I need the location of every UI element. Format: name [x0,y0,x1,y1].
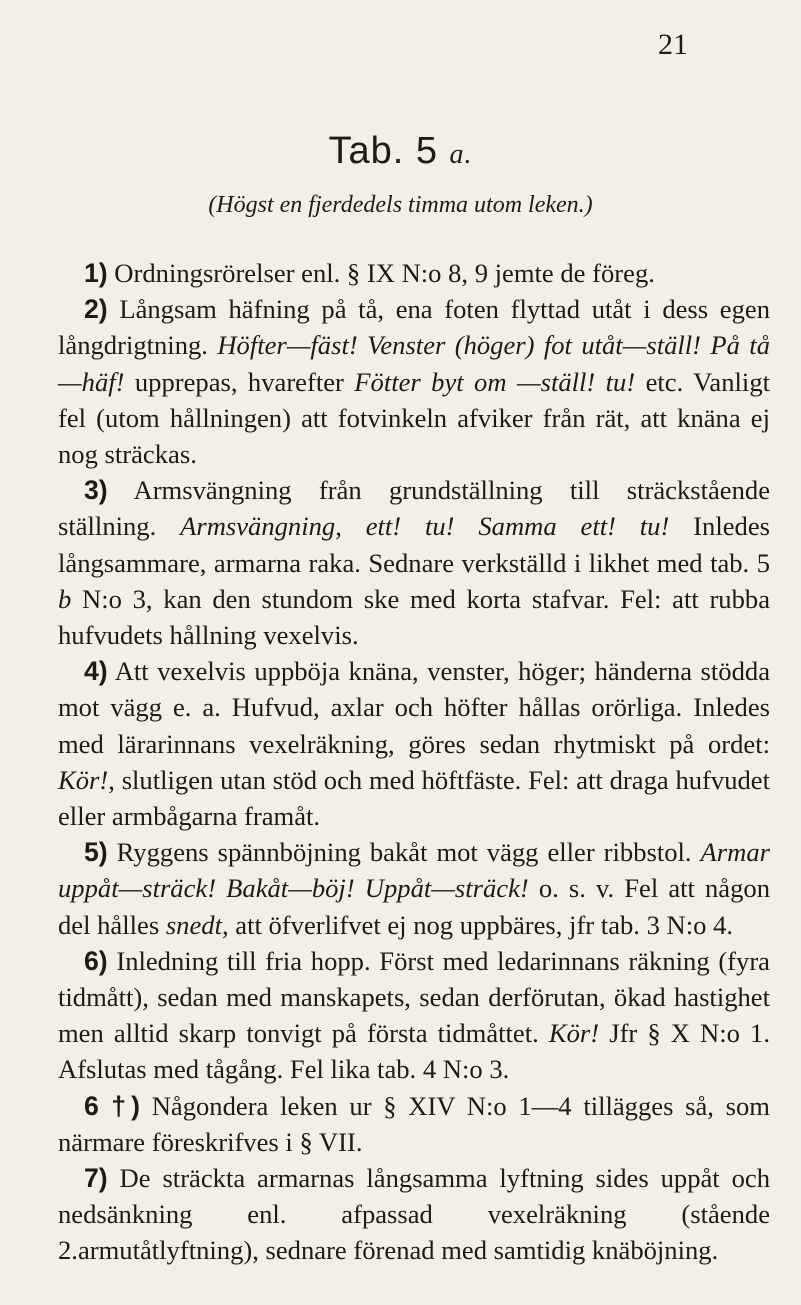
exercise-number: 1) [84,258,108,288]
exercise-3 [58,472,770,653]
exercise-text: De sträckta armarnas långsamma lyftning sides uppåt och nedsänkning enl. afpassad vexelräkning (stående 2.armutåtlyftning), sednare förenad med samtidig knäböjning. [58,1163,770,1266]
exercise-text: upprepas, hvarefter [124,366,355,397]
exercise-list [58,255,770,1269]
exercise-number: 3) [84,475,108,506]
emphasis-text: snedt [165,909,222,940]
exercise-text: , slutligen utan stöd och med höftfäste. Fel: att draga hufvudet eller armbågarna framåt. [58,764,770,832]
command-text: Höfter—fäst! Venster (höger) fot utåt—ställ! På tå—häf! [58,330,770,397]
exercise-4 [58,653,770,834]
command-text: Fötter byt om —ställ! tu! [354,366,636,397]
exercise-6-dagger [58,1088,770,1160]
exercise-number: 5) [84,837,108,868]
exercise-text: Inledning till fria hopp. Först med ledarinnans räkning (fyra tidmått), sedan med manskapets, sedan derförutan, ökad hastighet men alltid skarp tonvigt på första tidmåttet. [58,945,770,1049]
exercise-text: Inledes långsammare, armarna raka. Sednare verkställd i likhet med tab. 5 [58,511,770,578]
exercise-text: Ryggens spännböjning bakåt mot vägg eller ribbstol. [107,837,701,868]
section-title-suffix: a. [449,139,473,170]
exercise-text: Ordningsrörelser enl. § IX N:o 8, 9 jemte de föreg. [107,258,655,288]
exercise-text: Jfr § X N:o 1. Afslutas med tågång. Fel lika tab. 4 N:o 3. [58,1018,770,1085]
command-text: Kör! [58,764,109,795]
exercise-6 [58,943,770,1088]
exercise-number: 6) [84,945,108,976]
reference-letter: b [58,583,72,614]
exercise-text: Långsam häfning på tå, ena foten flyttad utåt i dess egen långdrigtning. [58,294,770,361]
exercise-text: Någondera leken ur § XIV N:o 1—4 tillägges så, som närmare föreskrifves i § VII. [58,1090,770,1157]
command-text: Armar uppåt—sträck! Bakåt—böj! Uppåt—sträck! [58,837,770,904]
exercise-text: , att öfverlifvet ej nog uppbäres, jfr tab. 3 N:o 4. [221,909,734,940]
exercise-text: etc. Vanligt fel (utom hållningen) att fotvinkeln afviker från rät, att knäna ej nog sträckas. [58,366,770,470]
exercise-text: Att vexelvis uppböja knäna, venster, höger; händerna stödda mot vägg e. a. Hufvud, axlar och höfter hållas orörliga. Inledes med lärarinnans vexelräkning, göres sedan rhytmiskt på ordet: [58,656,770,759]
section-title [0,130,801,173]
exercise-number: 2) [84,294,108,325]
exercise-7 [58,1160,770,1269]
command-text: Armsvängning, ett! tu! Samma ett! tu! [180,511,670,542]
section-title-main: Tab. 5 [328,130,438,172]
exercise-number: 4) [84,656,108,687]
exercise-text: Armsvängning från grundställning till sträckstående ställning. [58,475,770,542]
page-number: 21 [658,28,688,61]
section-subtitle: (Högst en fjerdedels timma utom leken.) [208,192,593,218]
exercise-2 [58,291,770,472]
exercise-5 [58,834,770,943]
exercise-number: 6 †) [84,1090,140,1121]
exercise-text: o. s. v. Fel att någon del hålles [58,873,771,940]
exercise-text: N:o 3, kan den stundom ske med korta stafvar. Fel: att rubba hufvudets hållning vexelvis. [58,583,770,651]
command-text: Kör! [548,1018,600,1049]
exercise-number: 7) [84,1163,108,1194]
exercise-1 [58,255,770,291]
